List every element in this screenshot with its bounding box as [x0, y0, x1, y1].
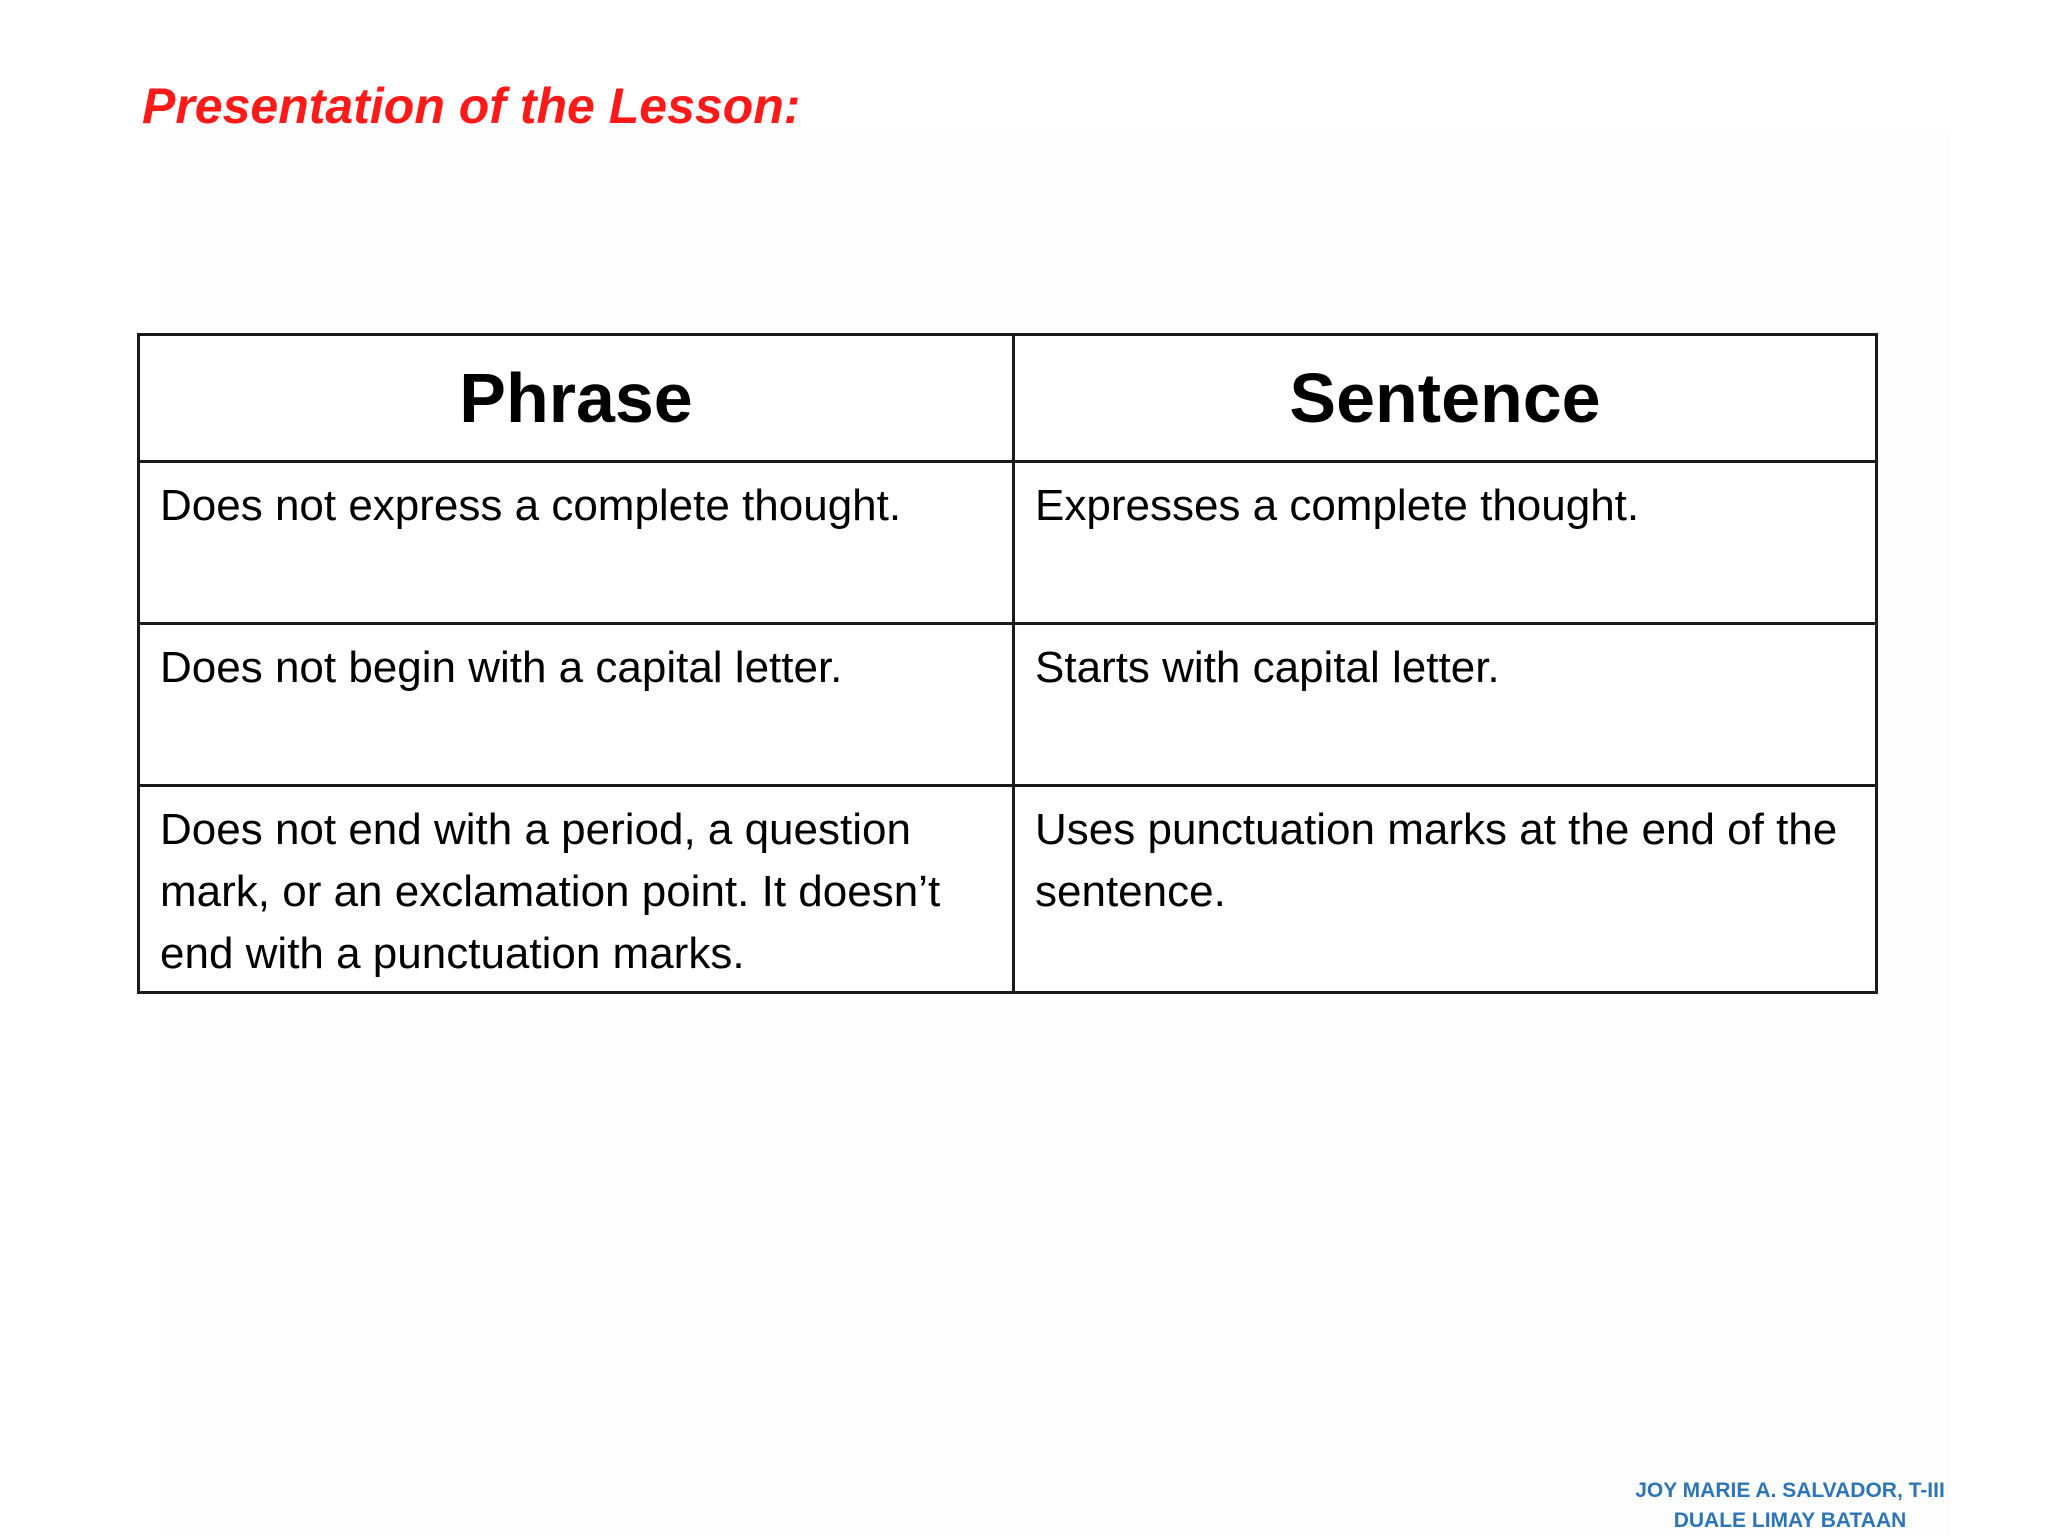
- sentence-cell: Uses punctuation marks at the end of the sentence.: [1014, 786, 1877, 993]
- phrase-cell: Does not begin with a capital letter.: [139, 624, 1014, 786]
- table-row: [139, 624, 1877, 786]
- phrase-cell: Does not express a complete thought.: [139, 462, 1014, 624]
- author-name: JOY MARIE A. SALVADOR, T-III: [1635, 1479, 1945, 1502]
- sentence-cell: Expresses a complete thought.: [1014, 462, 1877, 624]
- header-sentence: Sentence: [1014, 335, 1877, 462]
- sentence-cell: Starts with capital letter.: [1014, 624, 1877, 786]
- header-phrase: Phrase: [139, 335, 1014, 462]
- table-row: [139, 786, 1877, 993]
- slide-title: Presentation of the Lesson:: [142, 78, 801, 134]
- author-credit: [1580, 1476, 2000, 1536]
- phrase-cell: Does not end with a period, a question mark, or an exclamation point. It doesn’t end with a punctuation marks.: [139, 786, 1014, 993]
- table-header-row: [139, 335, 1877, 462]
- author-location: DUALE LIMAY BATAAN: [1673, 1509, 1907, 1532]
- table-row: [139, 462, 1877, 624]
- comparison-table: [137, 333, 1878, 994]
